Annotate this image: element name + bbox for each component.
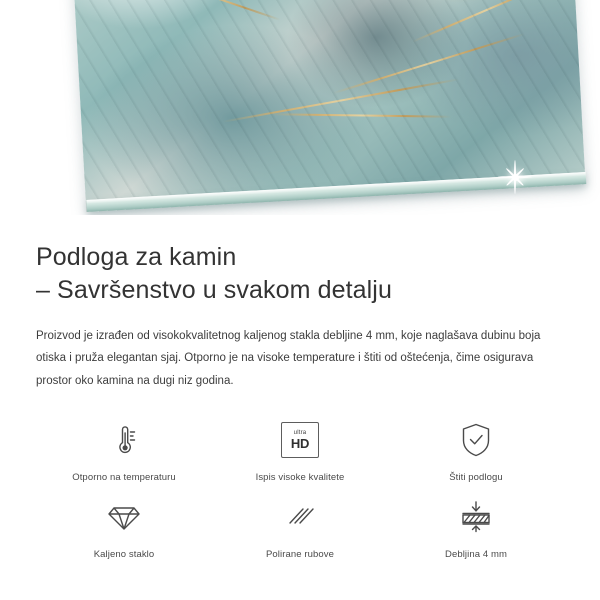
feature-label: Otporno na temperaturu bbox=[72, 472, 176, 484]
feature-polished-edges bbox=[212, 495, 388, 560]
feature-temperature-resistant bbox=[36, 418, 212, 483]
product-description: Proizvod je izrađen od visokokvalitetnog kaljenog stakla debljine 4 mm, koje naglašava dubinu boja otiska i pruža elegantan sjaj. Otporno je na visoke temperature i štiti od oštećenja, čime osigurava prostor oko kamina na dugi niz godina. bbox=[36, 330, 541, 387]
gold-vein bbox=[222, 78, 459, 122]
hero-image bbox=[0, 0, 600, 215]
polished-edges-icon bbox=[279, 495, 321, 539]
ultra-hd-icon bbox=[281, 418, 319, 462]
feature-thickness bbox=[388, 495, 564, 560]
feature-label: Štiti podlogu bbox=[449, 472, 503, 484]
diamond-icon bbox=[103, 495, 145, 539]
feature-print-quality bbox=[212, 418, 388, 483]
page-title-line-1: Podloga za kamin bbox=[36, 243, 237, 271]
feature-label: Debljina 4 mm bbox=[444, 549, 507, 561]
feature-tempered-glass bbox=[36, 495, 212, 560]
thickness-icon bbox=[455, 495, 497, 539]
hero-image-inner bbox=[0, 0, 600, 215]
thermometer-icon bbox=[104, 418, 144, 462]
gold-vein bbox=[333, 33, 524, 94]
ultra-hd-badge-main: HD bbox=[290, 436, 310, 452]
feature-surface-protection bbox=[388, 418, 564, 483]
ultra-hd-badge-top: ultra bbox=[293, 430, 307, 437]
page-title-line-2: – Savršenstvo u svakom detalju bbox=[36, 276, 392, 304]
feature-grid bbox=[36, 418, 564, 560]
gold-vein bbox=[271, 113, 451, 117]
feature-label: Kaljeno staklo bbox=[93, 549, 155, 561]
feature-label: Polirane rubove bbox=[265, 549, 335, 561]
gold-vein bbox=[138, 0, 280, 20]
feature-label: Ispis visoke kvalitete bbox=[255, 472, 345, 484]
content-area bbox=[0, 241, 600, 560]
ultra-hd-badge bbox=[281, 422, 319, 458]
gold-vein bbox=[412, 0, 560, 42]
shield-check-icon bbox=[456, 418, 496, 462]
page-title bbox=[36, 241, 564, 307]
